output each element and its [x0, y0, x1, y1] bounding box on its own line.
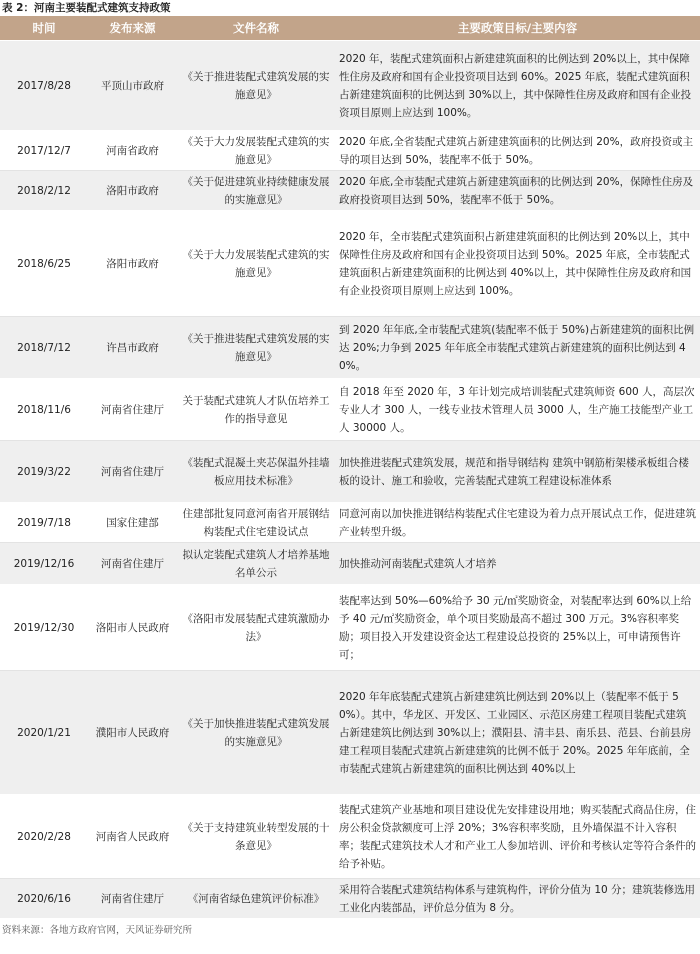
cell-source: 河南省住建厅	[88, 879, 177, 919]
cell-document: 《关于推进装配式建筑发展的实施意见》	[177, 317, 335, 379]
source-note: 资料来源：各地方政府官网，天风证券研究所	[2, 925, 193, 936]
cell-goal: 加快推动河南装配式建筑人才培养	[335, 543, 700, 585]
cell-date: 2019/12/30	[0, 585, 88, 671]
cell-document: 《关于加快推进装配式建筑发展的实施意见》	[177, 671, 335, 795]
cell-goal: 加快推进装配式建筑发展，规范和指导钢结构 建筑中钢筋桁架楼承板组合楼板的设计、施工和验收，完善装配式建筑工程建设标准体系	[335, 441, 700, 503]
cell-document: 《洛阳市发展装配式建筑激励办法》	[177, 585, 335, 671]
cell-date: 2017/8/28	[0, 41, 88, 131]
cell-date: 2019/7/18	[0, 503, 88, 543]
cell-source: 洛阳市政府	[88, 211, 177, 317]
policy-table	[0, 16, 700, 919]
cell-date: 2018/7/12	[0, 317, 88, 379]
cell-goal: 2020 年，装配式建筑面积占新建建筑面积的比例达到 20%以上，其中保障性住房及政府和国有企业投资项目达到 60%。2025 年底，装配式建筑面积占新建建筑面积的比例达到 30%以上，其中保障性住房及政府和国有企业投资项目原则上应达到 100%。	[335, 41, 700, 131]
table-row	[0, 585, 700, 671]
cell-date: 2017/12/7	[0, 131, 88, 171]
cell-date: 2020/6/16	[0, 879, 88, 919]
cell-date: 2018/2/12	[0, 171, 88, 211]
table-row	[0, 131, 700, 171]
cell-document: 《关于推进装配式建筑发展的实施意见》	[177, 41, 335, 131]
cell-document: 住建部批复同意河南省开展钢结构装配式住宅建设试点	[177, 503, 335, 543]
cell-source: 平顶山市政府	[88, 41, 177, 131]
table-row	[0, 171, 700, 211]
cell-goal: 采用符合装配式建筑结构体系与建筑构件，评价分值为 10 分；建筑装修选用工业化内装部品，评价总分值为 8 分。	[335, 879, 700, 919]
cell-goal: 装配率达到 50%—60%给予 30 元/㎡奖励资金，对装配率达到 60%以上给予 40 元/㎡奖励资金，单个项目奖励最高不超过 300 万元。3%容积率奖励；项目投入开发建设资金达工程建设总投资的 25%以上，可申请预售许可；	[335, 585, 700, 671]
cell-document: 关于装配式建筑人才队伍培养工作的指导意见	[177, 379, 335, 441]
table-title: 表 2：河南主要装配式建筑支持政策	[2, 2, 171, 14]
cell-document: 《河南省绿色建筑评价标准》	[177, 879, 335, 919]
table-row	[0, 441, 700, 503]
cell-document: 拟认定装配式建筑人才培养基地名单公示	[177, 543, 335, 585]
table-row	[0, 879, 700, 919]
cell-source: 洛阳市人民政府	[88, 585, 177, 671]
table-row	[0, 671, 700, 795]
header-goal: 主要政策目标/主要内容	[335, 16, 700, 41]
cell-source: 许昌市政府	[88, 317, 177, 379]
cell-goal: 装配式建筑产业基地和项目建设优先安排建设用地；购买装配式商品住房，住房公积金贷款额度可上浮 20%；3%容积率奖励，且外墙保温不计入容积率；装配式建筑技术人才和产业工人参加培训、评价和考核认定等符合条件的给予补贴。	[335, 795, 700, 879]
cell-document: 《关于支持建筑业转型发展的十条意见》	[177, 795, 335, 879]
cell-date: 2020/1/21	[0, 671, 88, 795]
cell-date: 2019/3/22	[0, 441, 88, 503]
cell-source: 洛阳市政府	[88, 171, 177, 211]
cell-goal: 自 2018 年至 2020 年，3 年计划完成培训装配式建筑师资 600 人，高层次专业人才 300 人，一线专业技术管理人员 3000 人，生产施工技能型产业工人 30000 人。	[335, 379, 700, 441]
cell-goal: 2020 年，全市装配式建筑面积占新建建筑面积的比例达到 20%以上，其中保障性住房及政府和国有企业投资项目达到 50%。2025 年底，全市装配式建筑面积占新建建筑面积的比例达到 40%以上，其中保障性住房及政府和国有企业投资项目原则上应达到 100%。	[335, 211, 700, 317]
cell-document: 《关于大力发展装配式建筑的实施意见》	[177, 211, 335, 317]
cell-goal: 到 2020 年年底,全市装配式建筑(装配率不低于 50%)占新建建筑的面积比例达 20%;力争到 2025 年年底全市装配式建筑占新建建筑的面积比例达到 40%。	[335, 317, 700, 379]
cell-goal: 同意河南以加快推进钢结构装配式住宅建设为着力点开展试点工作，促进建筑产业转型升级。	[335, 503, 700, 543]
table-row	[0, 317, 700, 379]
cell-source: 国家住建部	[88, 503, 177, 543]
cell-document: 《关于大力发展装配式建筑的实施意见》	[177, 131, 335, 171]
cell-goal: 2020 年年底装配式建筑占新建建筑比例达到 20%以上（装配率不低于 50%）。其中，华龙区、开发区、工业园区、示范区房建工程项目装配式建筑占新建建筑比例达到 30%以上；濮阳县、清丰县、南乐县、范县、台前县房建工程项目装配式建筑占新建建筑的比例不低于 20%。2025 年年底前，全市装配式建筑占新建建筑的面积比例达到 40%以上	[335, 671, 700, 795]
table-row	[0, 41, 700, 131]
cell-goal: 2020 年底,全市装配式建筑占新建建筑面积的比例达到 20%，保障性住房及政府投资项目达到 50%，装配率不低于 50%。	[335, 171, 700, 211]
table-row	[0, 795, 700, 879]
cell-source: 河南省住建厅	[88, 441, 177, 503]
cell-source: 河南省人民政府	[88, 795, 177, 879]
cell-source: 河南省住建厅	[88, 543, 177, 585]
table-row	[0, 543, 700, 585]
table-header-row	[0, 16, 700, 41]
cell-source: 濮阳市人民政府	[88, 671, 177, 795]
cell-document: 《装配式混凝土夹芯保温外挂墙板应用技术标准》	[177, 441, 335, 503]
cell-source: 河南省住建厅	[88, 379, 177, 441]
cell-document: 《关于促进建筑业持续健康发展的实施意见》	[177, 171, 335, 211]
header-document: 文件名称	[177, 16, 335, 41]
header-source: 发布来源	[88, 16, 177, 41]
header-date: 时间	[0, 16, 88, 41]
cell-goal: 2020 年底,全省装配式建筑占新建建筑面积的比例达到 20%，政府投资或主导的项目达到 50%，装配率不低于 50%。	[335, 131, 700, 171]
cell-date: 2020/2/28	[0, 795, 88, 879]
cell-source: 河南省政府	[88, 131, 177, 171]
cell-date: 2019/12/16	[0, 543, 88, 585]
cell-date: 2018/11/6	[0, 379, 88, 441]
cell-date: 2018/6/25	[0, 211, 88, 317]
table-row	[0, 503, 700, 543]
table-row	[0, 211, 700, 317]
table-row	[0, 379, 700, 441]
